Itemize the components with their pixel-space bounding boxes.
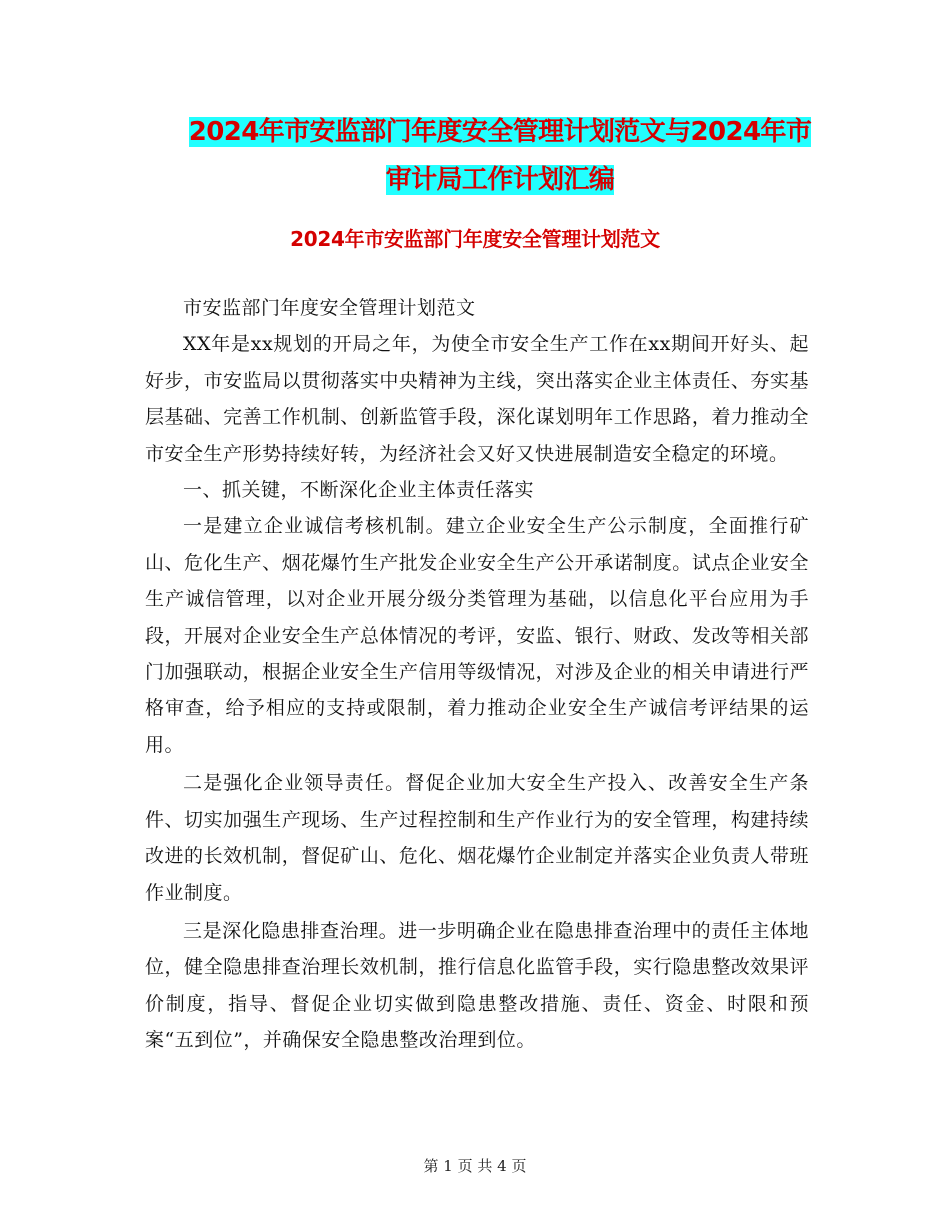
title-line-1: 2024年市安监部门年度安全管理计划范文与2024年市	[188, 117, 812, 147]
paragraph-heading-1: 一、抓关键，不断深化企业主体责任落实	[183, 479, 535, 502]
section-title: 2024年市安监部门年度安全管理计划范文	[290, 227, 660, 251]
document-body	[145, 290, 809, 1059]
title-line-2: 审计局工作计划汇编	[385, 165, 615, 195]
paragraph-subtitle: 市安监部门年度安全管理计划范文	[183, 297, 476, 319]
document-title	[185, 108, 815, 204]
paragraph-item-2: 二是强化企业领导责任。督促企业加大安全生产投入、改善安全生产条件、切实加强生产现场、生产过程控制和生产作业行为的安全管理，构建持续改进的长效机制，督促矿山、危化、烟花爆竹企业制定并落实企业负责人带班作业制度。	[145, 772, 809, 904]
page-footer: 第 1 页 共 4 页	[423, 1157, 527, 1175]
paragraph-item-1: 一是建立企业诚信考核机制。建立企业安全生产公示制度，全面推行矿山、危化生产、烟花爆竹生产批发企业安全生产公开承诺制度。试点企业安全生产诚信管理，以对企业开展分级分类管理为基础，以信息化平台应用为手段，开展对企业安全生产总体情况的考评，安监、银行、财政、发改等相关部门加强联动，根据企业安全生产信用等级情况，对涉及企业的相关申请进行严格审查，给予相应的支持或限制，着力推动企业安全生产诚信考评结果的运用。	[145, 515, 809, 756]
paragraph-intro: XX年是xx规划的开局之年，为使全市安全生产工作在xx期间开好头、起好步，市安监局以贯彻落实中央精神为主线，突出落实企业主体责任、夯实基层基础、完善工作机制、创新监管手段，深化谋划明年工作思路，着力推动全市安全生产形势持续好转，为经济社会又好又快进展制造安全稳定的环境。	[145, 333, 809, 465]
paragraph-item-3: 三是深化隐患排查治理。进一步明确企业在隐患排查治理中的责任主体地位，健全隐患排查治理长效机制，推行信息化监管手段，实行隐患整改效果评价制度，指导、督促企业切实做到隐患整改措施、责任、资金、时限和预案“五到位”，并确保安全隐患整改治理到位。	[145, 919, 809, 1052]
